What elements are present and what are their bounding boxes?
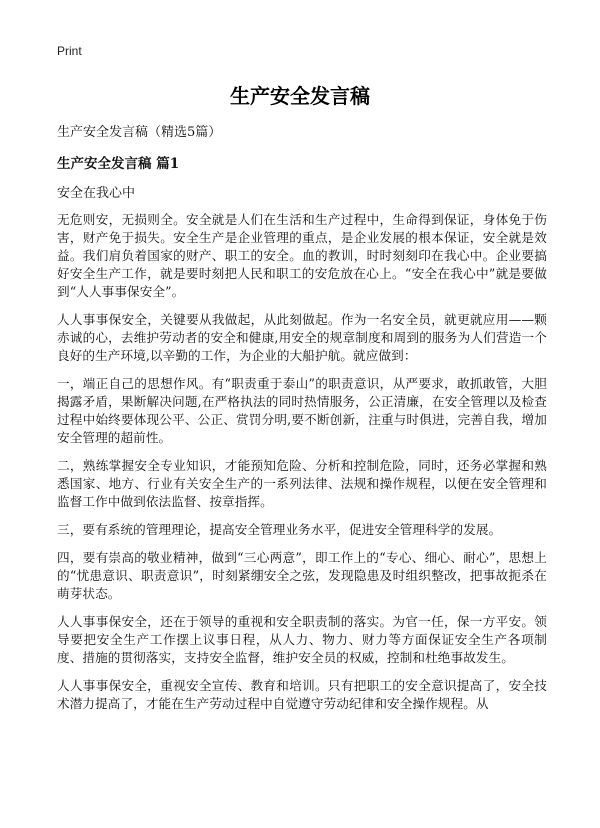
print-label[interactable]: Print [57,44,82,58]
paragraph-4: 二，熟练掌握安全专业知识，才能预知危险、分析和控制危险，同时，还务必掌握和熟悉国家、地方、行业有关安全生产的一系列法律、法规和操作规程，以便在安全管理和监督工作中做到依法监督、按章指挥。 [57,458,547,509]
body-text [57,211,547,723]
paragraph-5: 三，要有系统的管理理论，提高安全管理业务水平，促进安全管理科学的发展。 [57,522,502,537]
section-heading: 生产安全发言稿 篇1 [57,156,180,172]
paragraph-2: 人人事事保安全，关键要从我做起，从此刻做起。作为一名安全员，就更就应用——颗赤诚的心，去维护劳动者的安全和健康,用安全的规章制度和周到的服务为人们营造一个良好的生产环境,以辛勤的工作，为企业的大船护航。就应做到： [57,312,547,363]
section-subtitle: 安全在我心中 [57,186,136,201]
paragraph-8: 人人事事保安全，重视安全宣传、教育和培训。只有把职工的安全意识提高了，安全技术潜力提高了，才能在生产劳动过程中自觉遵守劳动纪律和安全操作规程。从 [57,678,547,711]
paragraph-7: 人人事事保安全，还在于领导的重视和安全职责制的落实。为官一任，保一方平安。领导要把安全生产工作摆上议事日程，从人力、物力、财力等方面保证安全生产各项制度、措施的贯彻落实，支持安全监督，维护安全员的权威，控制和杜绝事故发生。 [57,614,547,665]
document-title: 生产安全发言稿 [230,84,370,108]
paragraph-3: 一，端正自己的思想作风。有“职责重于泰山”的职责意识，从严要求，敢抓敢管，大胆揭露矛盾，果断解决问题,在严格执法的同时热情服务，公正清廉，在安全管理以及检查过程中始终要体现公平、公正、赏罚分明,要不断创新，注重与时俱进，完善自我，增加安全管理的超前性。 [57,376,547,445]
paragraph-1: 无危则安，无损则全。安全就是人们在生活和生产过程中，生命得到保证，身体免于伤害，财产免于损失。安全生产是企业管理的重点，是企业发展的根本保证，安全就是效益。我们肩负着国家的财产、职工的安全。血的教训，时时刻刻印在我心中。企业要搞好安全生产工作，就是要时刻把人民和职工的安危放在心上。“安全在我心中”就是要做到“人人事事保安全”。 [57,212,547,299]
document-subtitle: 生产安全发言稿（精选5篇） [57,125,222,140]
paragraph-6: 四，要有崇高的敬业精神，做到“三心两意”，即工作上的“专心、细心、耐心”，思想上的“忧患意识、职责意识”，时刻紧绷安全之弦，发现隐患及时组织整改，把事故扼杀在萌芽状态。 [57,550,547,601]
